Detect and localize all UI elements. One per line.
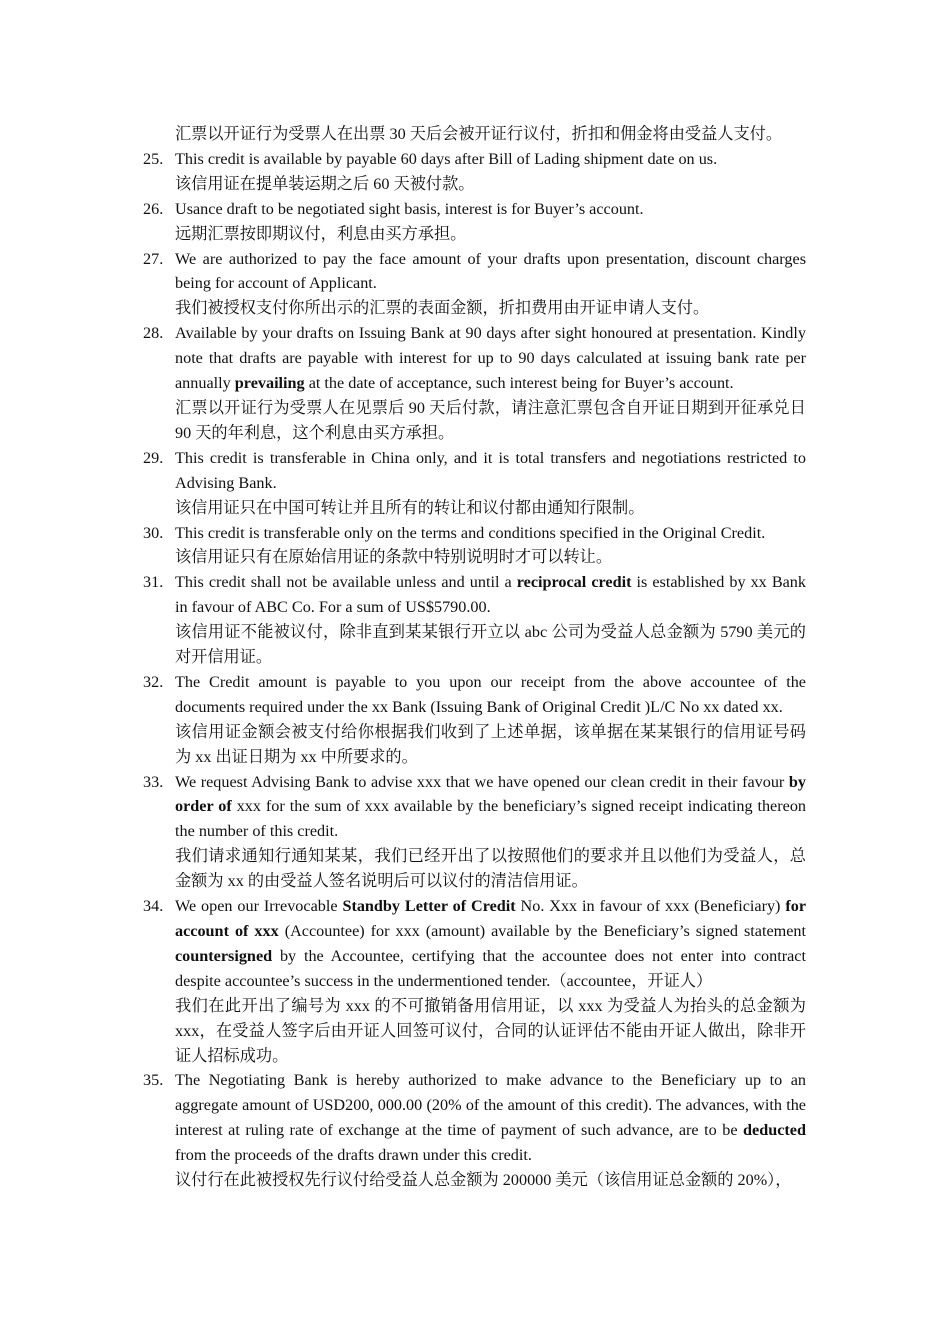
clause-34 (143, 894, 807, 1068)
clause-english: We are authorized to pay the face amount of your drafts upon presentation, discount charges being for account of Applicant. (175, 249, 806, 293)
clause-english: This credit is transferable only on the terms and conditions specified in the Original Credit. (175, 523, 766, 542)
clause-28 (143, 321, 806, 446)
clause-number: 31. (143, 573, 164, 592)
clause-english: We open our Irrevocable Standby Letter of Credit No. Xxx in favour of xxx (Beneficiary) for account of xxx (Accountee) for xxx (amount) available by the Beneficiary’s signed statement countersigned by the Accountee, certifying that the accountee does not enter into contract despite accountee’s success in the undermentioned tender.（accountee，开证人） (175, 897, 807, 990)
clause-chinese: 我们被授权支付你所出示的汇票的表面金额，折扣费用由开证申请人支付。 (175, 299, 710, 318)
bold-term: prevailing (234, 374, 305, 393)
clause-29 (143, 446, 806, 521)
clause-25 (143, 147, 806, 197)
bold-term: by order of (175, 772, 806, 816)
document-body (143, 122, 807, 1193)
clause-chinese: 该信用证只有在原始信用证的条款中特别说明时才可以转让。 (175, 548, 613, 567)
clause-number: 25. (143, 149, 164, 168)
clause-english: The Credit amount is payable to you upon our receipt from the above accountee of the documents required under the xx Bank (Issuing Bank of Original Credit )L/C No xx dated xx. (175, 672, 806, 716)
clause-english: We request Advising Bank to advise xxx that we have opened our clean credit in their favour by order of xxx for the sum of xxx available by the beneficiary’s signed receipt indicating thereon the number of this credit. (175, 772, 807, 841)
clause-chinese: 该信用证金额会被支付给你根据我们收到了上述单据，该单据在某某银行的信用证号码为 xx 出证日期为 xx 中所要求的。 (175, 722, 806, 766)
bold-term: Standby Letter of Credit (342, 897, 516, 916)
clause-chinese: 我们请求通知行通知某某，我们已经开出了以按照他们的要求并且以他们为受益人，总金额为 xx 的由受益人签名说明后可以议付的清洁信用证。 (175, 847, 806, 891)
clause-number: 29. (143, 448, 164, 467)
bold-term: deducted (743, 1121, 806, 1140)
clause-number: 35. (143, 1071, 164, 1090)
clause-english: This credit is available by payable 60 days after Bill of Lading shipment date on us. (175, 149, 718, 168)
clause-number: 30. (143, 523, 164, 542)
clause-chinese: 汇票以开证行为受票人在见票后 90 天后付款，请注意汇票包含自开证日期到开征承兑日 90 天的年利息，这个利息由买方承担。 (175, 398, 806, 442)
clause-chinese: 我们在此开出了编号为 xxx 的不可撤销备用信用证，以 xxx 为受益人为抬头的总金额为 xxx，在受益人签字后由开证人回签可议付，合同的认证评估不能由开证人做出，除非开证人招标成功。 (175, 996, 806, 1065)
clause-30 (143, 521, 806, 571)
clause-32 (143, 670, 806, 770)
clause-number: 32. (143, 672, 164, 691)
clause-number: 33. (143, 772, 164, 791)
clause-number: 34. (143, 897, 164, 916)
clause-number: 26. (143, 199, 164, 218)
clause-chinese: 该信用证在提单装运期之后 60 天被付款。 (175, 174, 475, 193)
bold-term: reciprocal credit (516, 573, 632, 592)
clause-english: This credit is transferable in China only, and it is total transfers and negotiations restricted to Advising Bank. (175, 448, 806, 492)
clause-english: Available by your drafts on Issuing Bank at 90 days after sight honoured at presentation. Kindly note that drafts are payable with interest for up to 90 days calculated at issuing bank rate per annually prevailing at the date of acceptance, such interest being for Buyer’s account. (175, 324, 806, 393)
bold-term: for account of xxx (175, 897, 807, 940)
clause-chinese: 该信用证不能被议付，除非直到某某银行开立以 abc 公司为受益人总金额为 5790 美元的对开信用证。 (175, 623, 806, 667)
clause-english: This credit shall not be available unless and until a reciprocal credit is established by xx Bank in favour of ABC Co. For a sum of US$5790.00. (175, 573, 806, 617)
intro-translation: 汇票以开证行为受票人在出票 30 天后会被开证行议付，折扣和佣金将由受益人支付。 (175, 125, 783, 143)
clause-chinese: 远期汇票按即期议付，利息由买方承担。 (175, 224, 467, 243)
clause-chinese: 议付行在此被授权先行议付给受益人总金额为 200000 美元（该信用证总金额的 20%）， (175, 1171, 792, 1190)
clause-26 (143, 197, 806, 247)
clause-31 (143, 570, 806, 670)
clause-35 (143, 1068, 806, 1193)
clause-33 (143, 770, 807, 895)
clause-number: 27. (143, 249, 164, 268)
clause-english: Usance draft to be negotiated sight basis, interest is for Buyer’s account. (175, 199, 644, 218)
clause-27 (143, 247, 806, 322)
clause-english: The Negotiating Bank is hereby authorized to make advance to the Beneficiary up to an aggregate amount of USD200, 000.00 (20% of the amount of this credit). The advances, with the interest at ruling rate of exchange at the time of payment of such advance, are to be deducted from the proceeds of the drafts drawn under this credit. (175, 1071, 806, 1165)
bold-term: countersigned (175, 946, 273, 965)
clause-chinese: 该信用证只在中国可转让并且所有的转让和议付都由通知行限制。 (175, 498, 645, 517)
clause-number: 28. (143, 324, 164, 343)
